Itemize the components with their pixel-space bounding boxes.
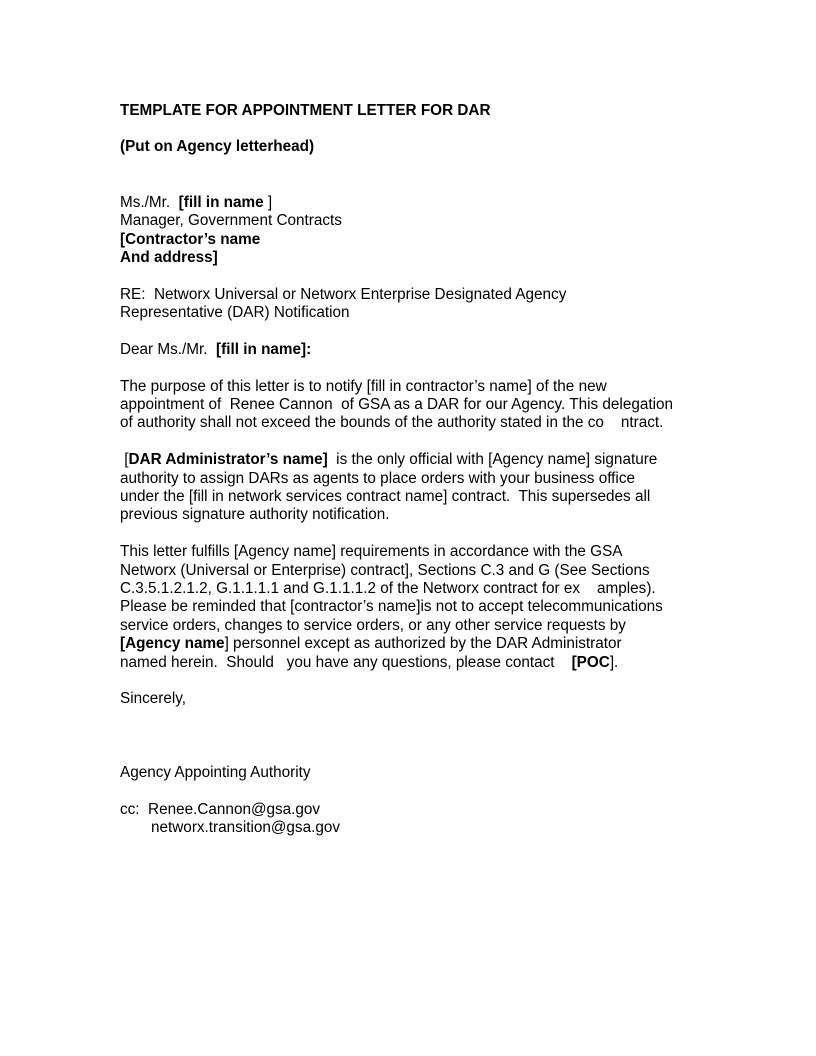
letter-page — [120, 102, 690, 837]
subject-line-1: RE: Networx Universal or Networx Enterprise Designated Agency — [120, 285, 567, 303]
paragraph-text: named herein. Should you have any questions, please contact — [120, 653, 572, 671]
paragraph-text: ] personnel except as authorized by the DAR Administrator — [224, 635, 622, 653]
paragraph-text: [ — [120, 451, 129, 469]
paragraph-purpose — [120, 378, 690, 433]
paragraph-line: service orders, changes to service orders, or any other service requests by — [120, 616, 626, 634]
signature-block — [120, 764, 690, 782]
recipient-title: Manager, Government Contracts — [120, 212, 342, 230]
paragraph-line: Networx (Universal or Enterprise) contract], Sections C.3 and G (See Sections — [120, 561, 650, 579]
subject-line-2: Representative (DAR) Notification — [120, 304, 350, 322]
contractor-name-placeholder: [Contractor’s name — [120, 230, 261, 248]
paragraph-text: is the only official with [Agency name] signature — [327, 451, 658, 469]
paragraph-line: appointment of Renee Cannon of GSA as a DAR for our Agency. This delegation — [120, 396, 674, 414]
recipient-name-suffix: ] — [267, 193, 273, 211]
recipient-name-prefix: Ms./Mr. — [120, 193, 179, 211]
recipient-name-line — [120, 194, 690, 212]
paragraph-line: previous signature authority notification. — [120, 506, 390, 524]
poc-placeholder: [POC — [571, 653, 610, 671]
cc-line-2: networx.transition@gsa.gov — [151, 818, 340, 836]
salutation — [120, 341, 690, 359]
paragraph-authority — [120, 451, 690, 525]
recipient-name-placeholder: [fill in name — [178, 193, 268, 211]
paragraph-line: C.3.5.1.2.1.2, G.1.1.1.1 and G.1.1.1.2 of the Networx contract for ex amples). — [120, 579, 656, 597]
paragraph-line: under the [fill in network services contract name] contract. This supersedes all — [120, 488, 651, 506]
document-subtitle: (Put on Agency letterhead) — [120, 138, 315, 156]
cc-block — [120, 801, 690, 838]
paragraph-text: ]. — [609, 653, 619, 671]
cc-line-1: cc: Renee.Cannon@gsa.gov — [120, 800, 321, 818]
contractor-address-placeholder: And address] — [120, 248, 218, 266]
paragraph-requirements — [120, 543, 690, 672]
salutation-name-placeholder: [fill in name]: — [216, 340, 312, 358]
closing — [120, 690, 690, 708]
subject-line — [120, 286, 690, 323]
document-title: TEMPLATE FOR APPOINTMENT LETTER FOR DAR — [120, 102, 491, 119]
recipient-address — [120, 194, 690, 268]
paragraph-line: Please be reminded that [contractor’s name]is not to accept telecommunications — [120, 598, 663, 616]
agency-name-placeholder: [Agency name — [120, 635, 225, 653]
paragraph-line: The purpose of this letter is to notify [fill in contractor’s name] of the new — [120, 377, 607, 395]
paragraph-line: authority to assign DARs as agents to place orders with your business office — [120, 469, 635, 487]
paragraph-line: of authority shall not exceed the bounds of the authority stated in the co ntract. — [120, 414, 664, 432]
closing-text: Sincerely, — [120, 690, 187, 708]
dar-admin-placeholder: DAR Administrator’s name] — [128, 451, 328, 469]
salutation-prefix: Dear Ms./Mr. — [120, 340, 217, 358]
paragraph-line: This letter fulfills [Agency name] requirements in accordance with the GSA — [120, 543, 623, 561]
signatory-title: Agency Appointing Authority — [120, 763, 311, 781]
